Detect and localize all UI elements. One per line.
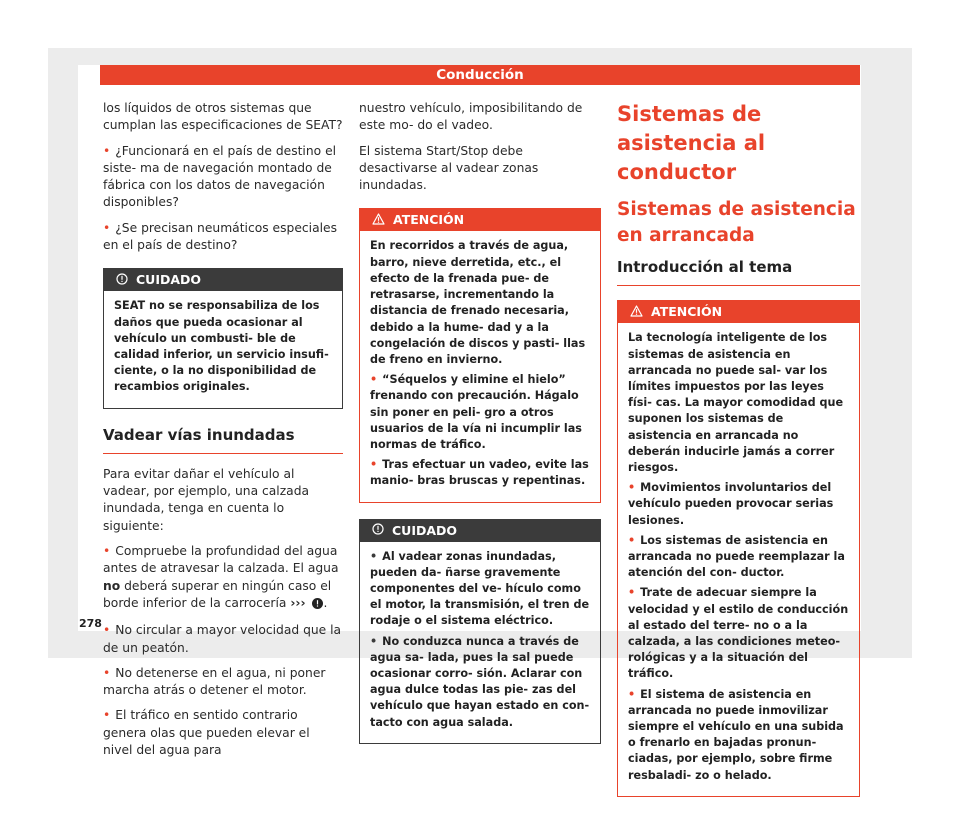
warning-triangle-icon — [372, 210, 385, 232]
list-item: • No detenerse en el agua, ni poner marcha atrás o detener el motor. — [103, 665, 343, 700]
section-heading: Sistemas de asistencia en arrancada — [617, 199, 856, 246]
list-item: • No circular a mayor velocidad que la de un peatón. — [103, 622, 343, 657]
column-3 — [617, 100, 860, 813]
cross-reference[interactable]: ››› — [290, 595, 306, 610]
section-title: Introducción al tema — [617, 259, 860, 286]
list-item: • “Séquelos y elimine el hielo” frenando con precaución. Hágalo sin poner en peli- gro a otros usuarios de la vía ni incumplir las normas de tráfico. — [370, 372, 590, 453]
chapter-title: Sistemas de asistencia al conductor — [617, 102, 766, 184]
paragraph: nuestro vehículo, imposibilitando de este mo- do el vadeo. — [359, 101, 583, 133]
warning-text: La tecnología inteligente de los sistemas de asistencia en arrancada no puede sal- var los límites impuestos por las leyes físi- cas. La mayor comodidad que suponen los sistemas de asistencia en arrancada no deberán inducirle jamás a correr riesgos. — [628, 331, 844, 474]
list-item: • Los sistemas de asistencia en arrancada no puede reemplazar la atención del con- ductor. — [628, 533, 849, 582]
page-number: 278 — [79, 617, 102, 630]
list-item: • ¿Se precisan neumáticos especiales en el país de destino? — [103, 220, 343, 255]
warning-box — [617, 300, 860, 796]
caution-box — [359, 519, 601, 744]
list-item: • El sistema de asistencia en arrancada no puede inmovilizar siempre el vehículo en una subida o frenarlo en bajadas pronun- ciadas, por ejemplo, sobre firme resbaladi- zo o helado. — [628, 687, 849, 784]
list-item: • ¿Funcionará en el país de destino el siste- ma de navegación montado de fábrica con los datos de navegación disponibles? — [103, 143, 343, 212]
warning-body — [618, 323, 859, 795]
caution-title: CUIDADO — [136, 272, 202, 288]
warning-title: ATENCIÓN — [393, 212, 465, 228]
chapter-header: Conducción — [100, 65, 860, 85]
warning-header — [360, 209, 600, 231]
warning-dot-icon — [312, 597, 323, 614]
warning-title: ATENCIÓN — [651, 304, 723, 320]
paragraph: los líquidos de otros sistemas que cumplan las especificaciones de SEAT? — [103, 101, 343, 133]
caution-title: CUIDADO — [392, 522, 458, 538]
caution-body — [104, 291, 342, 407]
column-2 — [359, 100, 601, 762]
list-item: • Compruebe la profundidad del agua antes de atravesar la calzada. El agua no deberá superar en ningún caso el borde inferior de la carrocería ››› . — [103, 543, 343, 614]
caution-body — [360, 542, 600, 743]
caution-header — [360, 520, 600, 542]
caution-header — [104, 269, 342, 291]
caution-text: SEAT no se responsabiliza de los daños que pueda ocasionar al vehículo un combusti- ble de calidad inferior, un servicio insufi- ciente, o la no disponibilidad de recambios originales. — [114, 299, 329, 394]
column-1 — [103, 100, 343, 767]
list-item: • Tras efectuar un vadeo, evite las manio- bras bruscas y repentinas. — [370, 457, 590, 489]
warning-header — [618, 301, 859, 323]
list-item: • Al vadear zonas inundadas, pueden da- ñarse gravemente componentes del ve- hículo como el motor, la transmisión, el tren de rodaje o el sistema eléctrico. — [370, 549, 590, 630]
list-item: • Movimientos involuntarios del vehículo pueden provocar serias lesiones. — [628, 480, 849, 529]
paragraph: Para evitar dañar el vehículo al vadear, por ejemplo, una calzada inundada, tenga en cuenta lo siguiente: — [103, 466, 310, 533]
caution-box — [103, 268, 343, 408]
list-item: • El tráfico en sentido contrario genera olas que pueden elevar el nivel del agua para — [103, 707, 343, 759]
info-circle-icon — [372, 520, 384, 542]
list-item: • No conduzca nunca a través de agua sa- lada, pues la sal puede ocasionar corro- sión. Aclarar con agua dulce todas las pie- zas del vehículo que hayan estado en con- tacto con agua salada. — [370, 634, 590, 731]
warning-box — [359, 208, 601, 502]
warning-text: En recorridos a través de agua, barro, nieve derretida, etc., el efecto de la frenada pue- de retrasarse, incrementando la distancia de frenado necesaria, debido a la hume- dad y a la congelación de discos y pasti- llas de freno en invierno. — [370, 239, 586, 366]
section-title: Vadear vías inundadas — [103, 427, 343, 454]
info-circle-icon — [116, 270, 128, 292]
warning-triangle-icon — [630, 302, 643, 324]
paragraph: El sistema Start/Stop debe desactivarse al vadear zonas inundadas. — [359, 143, 539, 193]
warning-body — [360, 231, 600, 501]
list-item: • Trate de adecuar siempre la velocidad y el estilo de conducción al estado del terre- no o a la calzada, a las condiciones meteo- rológicas y a la situación del tráfico. — [628, 585, 849, 682]
